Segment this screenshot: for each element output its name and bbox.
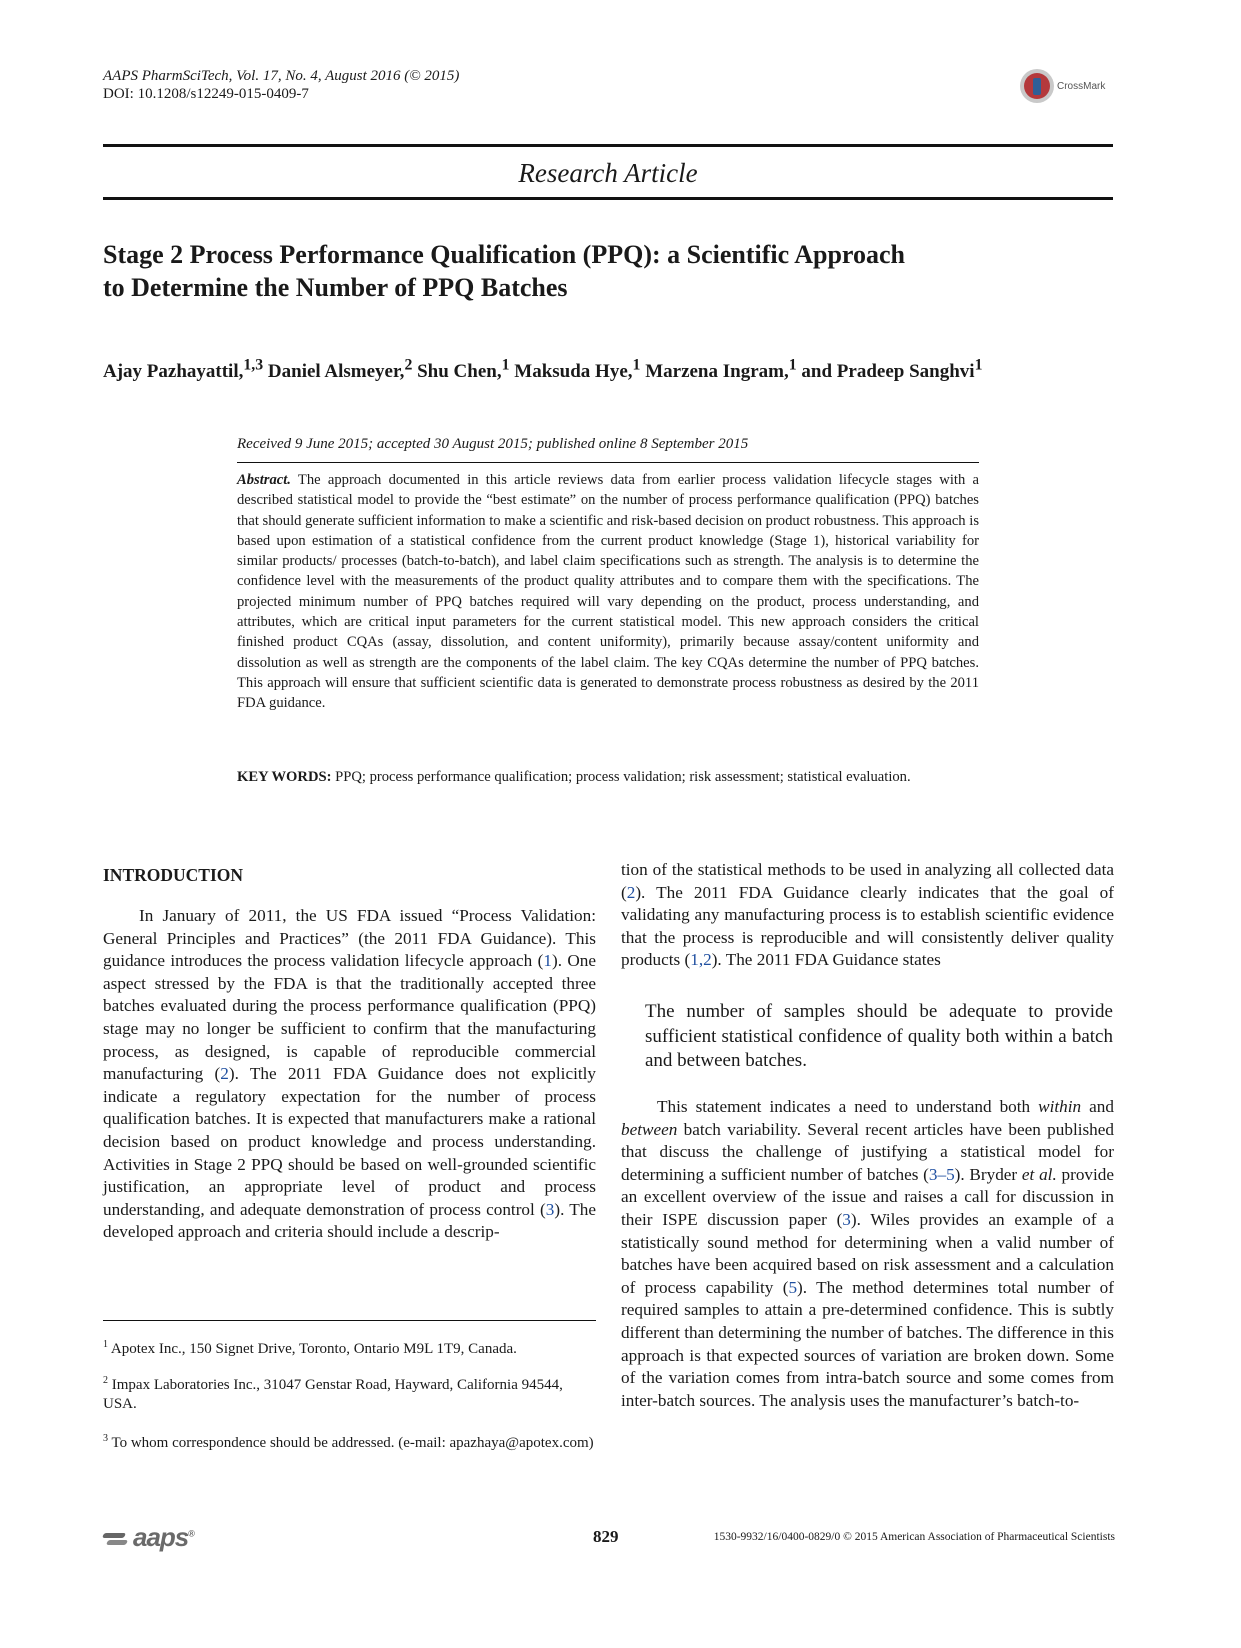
text-run: et al. xyxy=(1021,1164,1057,1184)
title-line-1: Stage 2 Process Performance Qualification (PPQ): a Scientific Approach xyxy=(103,240,906,269)
abstract-text: The approach documented in this article reviews data from earlier process validation lifecycle stages with a described statistical model to provide the “best estimate” on the number of process performance qualification (PPQ) batches that should generate sufficient information to make a scientific and risk-based decision on product robustness. This approach is based upon estimation of a statistical confidence from the current product knowledge (Stage 1), historical variability for similar products/ processes (batch-to-batch), and label claim specifications such as strength. The analysis is to determine the confidence level with the measurements of the product quality attributes and to compare them with the specifications. The projected minimum number of PPQ batches required will vary depending on the product, process understanding, and attributes, which are critical input parameters for the current statistical model. This new approach considers the critical finished product CQAs (assay, dissolution, and content uniformity), primarily because assay/content uniformity and dissolution as well as strength are the components of the label claim. The key CQAs determine the number of PPQ batches. This approach will ensure that sufficient scientific data is generated to demonstrate process robustness as desired by the 2011 FDA guidance. xyxy=(237,472,979,712)
text-run: ). The developed approach and criteria should include a descrip- xyxy=(103,1199,596,1242)
journal-citation: AAPS PharmSciTech, Vol. 17, No. 4, August 2016 (© 2015) xyxy=(103,68,460,84)
footnote-text: Apotex Inc., 150 Signet Drive, Toronto, Ontario M9L 1T9, Canada. xyxy=(108,1341,517,1357)
author-name: and Pradeep Sanghvi xyxy=(796,361,975,382)
text-run: In January of 2011, the US FDA issued “Process Validation: General Principles and Practices” (the 2011 FDA Guidance). This guidance introduces the process validation lifecycle approach ( xyxy=(103,906,596,971)
author-name: Maksuda Hye, xyxy=(509,361,633,382)
copyright-line: 1530-9932/16/0400-0829/0 © 2015 American Association of Pharmaceutical Scientists xyxy=(713,1531,1115,1543)
text-run: ). The 2011 FDA Guidance clearly indicates that the goal of validating any manufacturing process is to establish scientific evidence that the process is reproducible and will consistently deliver quality products ( xyxy=(621,882,1114,970)
author-list xyxy=(103,356,1123,384)
citation-link[interactable]: 2 xyxy=(220,1064,229,1084)
article-type: Research Article xyxy=(518,158,698,188)
abstract-rule xyxy=(237,462,979,463)
text-run: between xyxy=(621,1119,678,1139)
intro-paragraph-1-continued xyxy=(621,859,1114,972)
intro-paragraph-1 xyxy=(103,905,596,1244)
text-run: and xyxy=(1081,1097,1114,1116)
keywords-label: KEY WORDS: xyxy=(237,769,332,785)
crossmark-icon xyxy=(1020,69,1054,103)
registered-mark: ® xyxy=(188,1528,194,1539)
aaps-logo-text xyxy=(133,1522,194,1553)
text-run: ). The method determines total number of required samples to attain a pre-determined confidence. This is subtly different than determining the number of batches. The difference in this approach is that expected sources of variation are broken down. Some of the variation comes from intra-batch source and some comes from inter-batch sources. The analysis uses the manufacturer’s batch-to- xyxy=(621,1277,1114,1410)
citation-link[interactable]: 2 xyxy=(626,882,636,902)
aaps-swoosh-icon xyxy=(103,1527,129,1549)
abstract xyxy=(237,470,979,714)
title-line-2: to Determine the Number of PPQ Batches xyxy=(103,273,568,302)
footnote-1 xyxy=(103,1340,596,1359)
footnote-mark: 2 xyxy=(103,1375,108,1386)
footnote-mark: 1 xyxy=(103,1339,108,1350)
text-run: This statement indicates a need to understand both xyxy=(657,1097,1039,1116)
author-name: Ajay Pazhayattil, xyxy=(103,361,244,382)
author-affiliation: 2 xyxy=(404,356,413,374)
citation-link[interactable]: 3–5 xyxy=(928,1164,955,1184)
aaps-logo xyxy=(103,1522,194,1553)
text-run: provide an excellent overview of the issue and raises a call for discussion in their ISPE discussion paper ( xyxy=(621,1164,1115,1229)
author-affiliation: 1 xyxy=(632,356,641,374)
section-heading-introduction: INTRODUCTION xyxy=(103,865,244,885)
author-affiliation: 1 xyxy=(788,356,797,374)
citation-link[interactable]: 1,2 xyxy=(690,950,712,970)
footnote-text: Impax Laboratories Inc., 31047 Genstar Road, Hayward, California 94544, USA. xyxy=(103,1377,563,1412)
aaps-wordmark: aaps xyxy=(133,1522,189,1552)
keywords xyxy=(237,768,979,786)
article-title xyxy=(103,238,1103,304)
received-dates: Received 9 June 2015; accepted 30 August 2015; published online 8 September 2015 xyxy=(237,436,749,452)
author-affiliation: 1 xyxy=(974,356,983,374)
text-run: ). One aspect stressed by the FDA is that the traditionally accepted three batches evaluated during the process performance qualification (PPQ) stage may no longer be sufficient to confirm that the manufacturing process, as designed, is capable of reproducible commercial manufacturing ( xyxy=(103,951,596,1084)
citation-link[interactable]: 1 xyxy=(543,951,552,971)
author-affiliation: 1,3 xyxy=(243,356,264,374)
text-run: within xyxy=(1038,1097,1082,1116)
intro-paragraph-2 xyxy=(621,1096,1114,1412)
keywords-text: PPQ; process performance qualification; process validation; risk assessment; statistical evaluation. xyxy=(331,769,911,785)
footnote-2 xyxy=(103,1376,596,1414)
text-run: tion of the statistical methods to be used in analyzing all collected data ( xyxy=(621,860,1114,902)
text-run: ). Wiles provides an example of a statistically sound method for determining when a valid number of batches have been acquired based on risk assessment and a calculation of process capability ( xyxy=(621,1209,1114,1297)
text-run: ). The 2011 FDA Guidance does not explicitly indicate a regulatory expectation for the number of process qualification batches. It is expected that manufacturers make a rational decision based on product knowledge and process understanding. Activities in Stage 2 PPQ should be based on well-grounded scientific justification, an appropriate level of product and process understanding, and adequate demonstration of process control ( xyxy=(103,1064,596,1219)
doi[interactable]: DOI: 10.1208/s12249-015-0409-7 xyxy=(103,86,309,102)
footnote-text: To whom correspondence should be addressed. (e-mail: apazhaya@apotex.com) xyxy=(108,1435,594,1451)
guidance-quote: The number of samples should be adequate to provide sufficient statistical confidence of quality both within a batch and between batches. xyxy=(645,1001,1113,1071)
author-name: Marzena Ingram, xyxy=(640,361,789,382)
text-run: batch variability. Several recent articles have been published that discuss the challenge of justifying a statistical model for determining a sufficient number of batches ( xyxy=(621,1119,1114,1184)
crossmark-label: CrossMark xyxy=(1057,80,1106,92)
citation-link[interactable]: 3 xyxy=(842,1209,851,1229)
citation-link[interactable]: 5 xyxy=(788,1277,798,1297)
footnote-rule xyxy=(103,1320,596,1321)
author-affiliation: 1 xyxy=(501,356,510,374)
page-number: 829 xyxy=(593,1527,619,1546)
citation-link[interactable]: 3 xyxy=(545,1199,555,1219)
text-run: ). Bryder xyxy=(954,1164,1022,1184)
footnote-mark: 3 xyxy=(103,1433,108,1444)
author-name: Daniel Alsmeyer, xyxy=(263,361,405,382)
header-rule-bottom xyxy=(103,197,1113,200)
footnote-3 xyxy=(103,1434,596,1453)
header-rule-top xyxy=(103,144,1113,147)
abstract-label: Abstract. xyxy=(237,472,291,488)
text-run: ). The 2011 FDA Guidance states xyxy=(711,950,941,970)
author-name: Shu Chen, xyxy=(412,361,502,382)
crossmark-badge[interactable] xyxy=(1020,66,1120,106)
